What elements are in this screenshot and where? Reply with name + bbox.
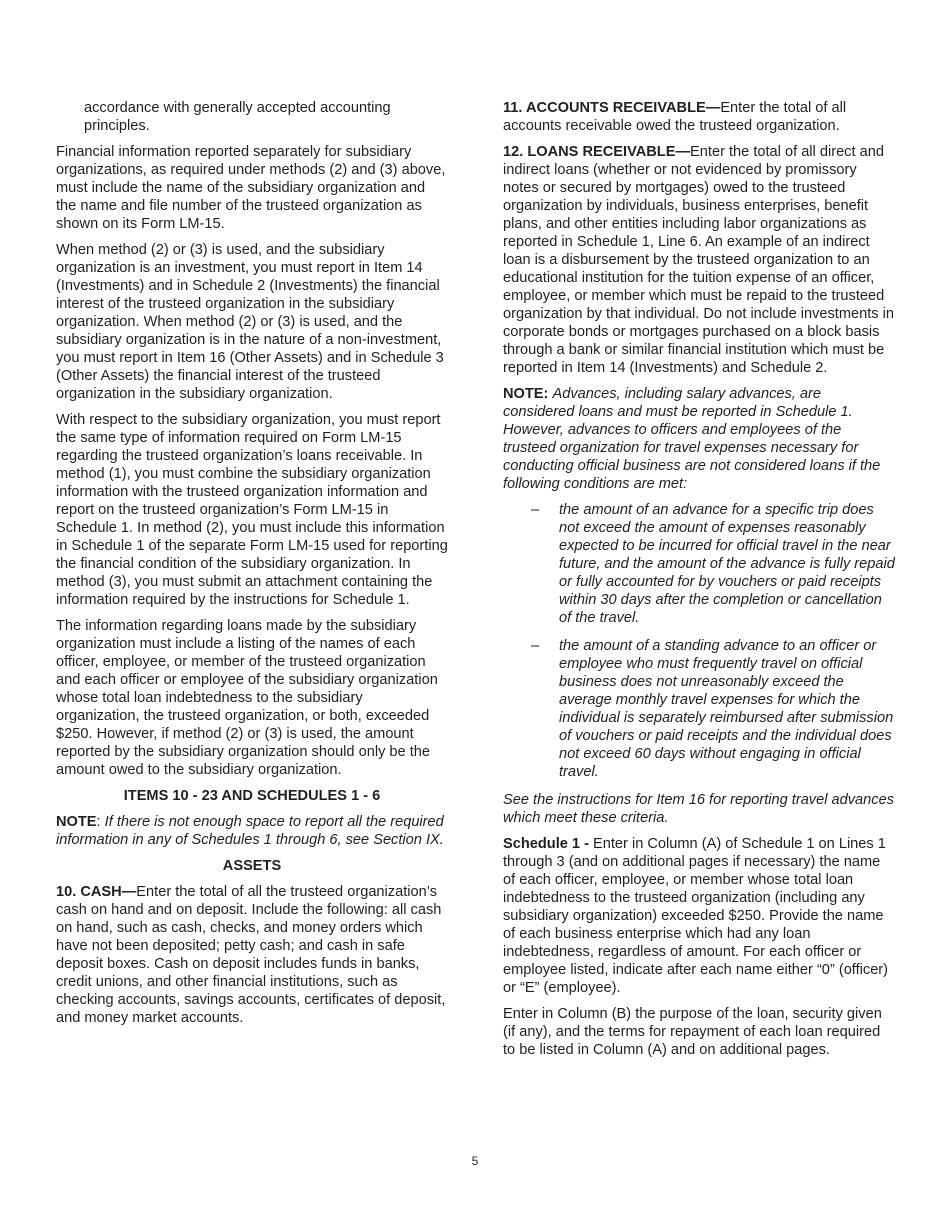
advances-note: [503, 385, 895, 493]
item-11-accounts-receivable: [503, 99, 895, 135]
advances-note-label: NOTE:: [503, 386, 549, 402]
page-number: 5: [471, 1154, 479, 1168]
item-12-text: Enter the total of all direct and indirect loans (whether or not evidenced by promissory notes or secured by mortgages) owed to the trusteed organization by individuals, business enterprises, benefit plans, and other entities including labor organizations as reported in Schedule 1, Line 6. An example of an indirect loan is a disbursement by the trusteed organization to an educational institution for the tuition expense of an officer, employee, or member which must be repaid to the trusteed organization by that individual. Do not include investments in corporate bonds or mortgages purchased on a block basis through a bank or similar financial institution which must be reported in Item 14 (Investments) and Schedule 2.: [503, 144, 895, 376]
dash-bullet: –: [531, 638, 540, 654]
list-item: [503, 501, 895, 627]
heading-items-schedules: ITEMS 10 - 23 AND SCHEDULES 1 - 6: [123, 788, 381, 804]
note-label: NOTE: [56, 814, 97, 830]
schedule-1-label: Schedule 1 -: [503, 836, 594, 852]
item-11-label: 11. ACCOUNTS RECEIVABLE—: [503, 100, 721, 116]
column-b-paragraph: Enter in Column (B) the purpose of the loan, security given (if any), and the terms for repayment of each loan required to be listed in Column (A) and on additional pages.: [503, 1006, 882, 1058]
dash-bullet: –: [531, 502, 540, 518]
heading-assets: ASSETS: [222, 858, 282, 874]
note-text: If there is not enough space to report all the required information in any of Schedules 1 through 6, see Section IX.: [56, 814, 444, 848]
schedule-1-text: Enter in Column (A) of Schedule 1 on Lines 1 through 3 (and on additional pages if necessary) the name of each officer, employee, or member whose total loan indebtedness to the trusteed organization (including any subsidiary organization) exceeded $250. Provide the name of each business enterprise which had any loan indebtedness, regardless of amount. For each officer or employee listed, indicate after each name either “0” (officer) or “E” (employee).: [503, 836, 889, 996]
item-10-text: Enter the total of all the trusteed organization’s cash on hand and on deposit. Include the following: all cash on hand, such as cash, checks, and money orders which have not been deposited; petty cash; and cash in safe deposit boxes. Cash on deposit includes funds in banks, credit unions, and other financial institutions, such as checking accounts, savings accounts, certificates of deposit, and money market accounts.: [56, 884, 446, 1026]
item-10-label: 10. CASH—: [56, 884, 137, 900]
item-12-loans-receivable: [503, 143, 895, 377]
note-colon: :: [96, 814, 105, 830]
see-instructions-paragraph: See the instructions for Item 16 for reporting travel advances which meet these criteria.: [503, 792, 894, 826]
left-column: [56, 99, 448, 1035]
schedule-1-paragraph: [503, 835, 895, 997]
list-item-text: the amount of an advance for a specific trip does not exceed the amount of expenses reasonably expected to be incurred for official travel in the near future, and the amount of the advance is fully repaid or fully accounted for by vouchers or paid receipts within 30 days after the completion or cancellation of the travel.: [559, 502, 895, 626]
item-11-text: Enter the total of all accounts receivable owed the trusteed organization.: [503, 100, 847, 134]
note-paragraph: [56, 813, 448, 849]
list-item: [503, 637, 895, 781]
paragraph-method-investment: When method (2) or (3) is used, and the subsidiary organization is an investment, you must report in Item 14 (Investments) and in Schedule 2 (Investments) the financial interest of the trusteed organization in the subsidiary organization. When method (2) or (3) is used, and the subsidiary organization is in the nature of a non-investment, you must report in Item 16 (Other Assets) and in Schedule 3 (Other Assets) the financial interest of the trusteed organization in the subsidiary organization.: [56, 242, 444, 402]
advances-note-text: Advances, including salary advances, are considered loans and must be reported in Schedule 1. However, advances to officers and employees of the trusteed organization for travel expenses necessary for conducting official business are not considered loans if the following conditions are met:: [503, 386, 881, 492]
right-column: [503, 99, 895, 1067]
paragraph-loan-listing: The information regarding loans made by the subsidiary organization must include a listing of the names of each officer, employee, or member of the trusteed organization and each officer or employee of the subsidiary organization whose total loan indebtedness to the subsidiary organization, the trusteed organization, or both, exceeded $250. However, if method (2) or (3) is used, the amount reported by the subsidiary organization should only be the amount owed to the subsidiary organization.: [56, 618, 438, 778]
conditions-list: [503, 501, 895, 781]
paragraph-loans-receivable-methods: With respect to the subsidiary organization, you must report the same type of information required on Form LM-15 regarding the trusteed organization’s loans receivable. In method (1), you must combine the subsidiary organization information with the trusteed organization information and report on the trusteed organization’s Form LM-15 in Schedule 1. In method (2), you must include this information in Schedule 1 of the separate Form LM-15 used for reporting the financial condition of the subsidiary organization. In method (3), you must submit an attachment containing the information required by the instructions for Schedule 1.: [56, 412, 448, 608]
item-10-cash: [56, 883, 448, 1027]
paragraph-subsidiary-reporting: Financial information reported separately for subsidiary organizations, as required under methods (2) and (3) above, must include the name of the subsidiary organization and the name and file number of the trusteed organization as shown on its Form LM-15.: [56, 144, 446, 232]
list-item-text: the amount of a standing advance to an officer or employee who must frequently travel on official business does not unreasonably exceed the average monthly travel expenses for which the individual is separately reimbursed after submission of vouchers or paid receipts and the individual does not exceed 60 days without engaging in official travel.: [559, 638, 894, 780]
continued-paragraph: accordance with generally accepted accounting principles.: [84, 100, 391, 134]
item-12-label: 12. LOANS RECEIVABLE—: [503, 144, 691, 160]
